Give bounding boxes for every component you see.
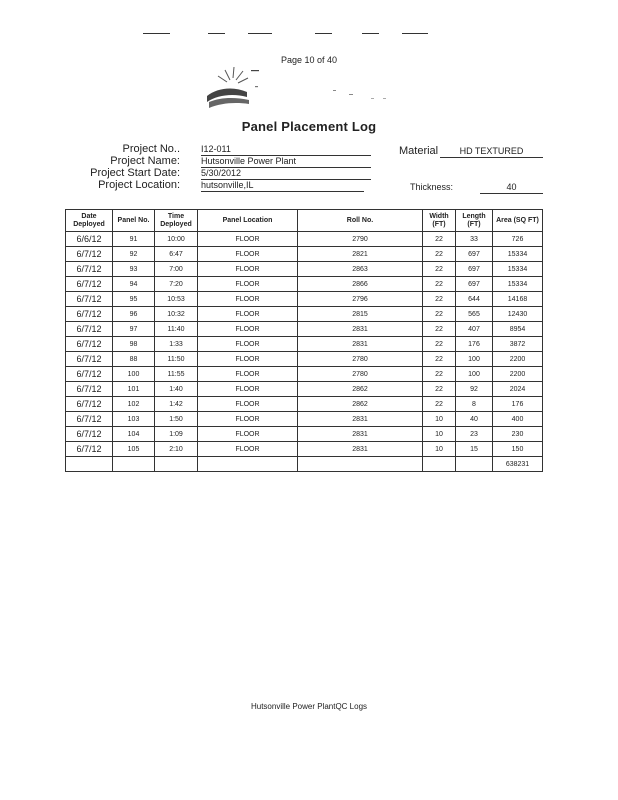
cell-time: 11:40 xyxy=(155,322,198,337)
cell-roll-no: 2831 xyxy=(298,322,423,337)
project-name-label: Project Name: xyxy=(110,155,180,167)
table-row xyxy=(66,337,543,352)
cell-panel-no: 91 xyxy=(113,232,155,247)
cell-location: FLOOR xyxy=(198,382,298,397)
cell-length: 407 xyxy=(456,322,493,337)
total-area: 638231 xyxy=(493,457,543,472)
cell-width: 22 xyxy=(423,232,456,247)
cell-panel-no: 96 xyxy=(113,307,155,322)
page-number: Page 10 of 40 xyxy=(280,55,338,65)
empty-cell xyxy=(66,457,113,472)
cell-panel-no: 93 xyxy=(113,262,155,277)
page-footer: Hutsonville Power PlantQC Logs xyxy=(250,702,368,711)
cell-width: 22 xyxy=(423,292,456,307)
empty-cell xyxy=(113,457,155,472)
cell-date: 6/7/12 xyxy=(66,412,113,427)
cell-panel-no: 104 xyxy=(113,427,155,442)
cell-date: 6/7/12 xyxy=(66,367,113,382)
cell-length: 100 xyxy=(456,352,493,367)
cell-width: 22 xyxy=(423,322,456,337)
cell-width: 10 xyxy=(423,427,456,442)
cell-location: FLOOR xyxy=(198,292,298,307)
cell-width: 10 xyxy=(423,412,456,427)
cell-date: 6/7/12 xyxy=(66,292,113,307)
cell-panel-no: 92 xyxy=(113,247,155,262)
cell-width: 22 xyxy=(423,397,456,412)
table-row xyxy=(66,352,543,367)
cell-area: 15334 xyxy=(493,247,543,262)
project-location-label: Project Location: xyxy=(98,179,180,191)
cell-roll-no: 2831 xyxy=(298,337,423,352)
col-length: Length (FT) xyxy=(456,210,493,232)
cell-area: 14168 xyxy=(493,292,543,307)
cell-location: FLOOR xyxy=(198,412,298,427)
table-row xyxy=(66,232,543,247)
cell-location: FLOOR xyxy=(198,337,298,352)
col-area: Area (SQ FT) xyxy=(493,210,543,232)
cell-location: FLOOR xyxy=(198,427,298,442)
cell-panel-no: 105 xyxy=(113,442,155,457)
cell-length: 92 xyxy=(456,382,493,397)
table-row xyxy=(66,247,543,262)
cell-time: 7:20 xyxy=(155,277,198,292)
cell-area: 2200 xyxy=(493,352,543,367)
cell-panel-no: 88 xyxy=(113,352,155,367)
cell-roll-no: 2815 xyxy=(298,307,423,322)
cell-time: 11:50 xyxy=(155,352,198,367)
cell-time: 2:10 xyxy=(155,442,198,457)
cell-date: 6/7/12 xyxy=(66,397,113,412)
thickness-label: Thickness: xyxy=(410,182,454,192)
cell-area: 15334 xyxy=(493,262,543,277)
cell-length: 15 xyxy=(456,442,493,457)
cell-width: 22 xyxy=(423,352,456,367)
cell-location: FLOOR xyxy=(198,367,298,382)
cell-time: 6:47 xyxy=(155,247,198,262)
cell-width: 22 xyxy=(423,382,456,397)
project-name-value: Hutsonville Power Plant xyxy=(201,156,371,168)
cell-location: FLOOR xyxy=(198,247,298,262)
cell-date: 6/7/12 xyxy=(66,427,113,442)
cell-time: 10:53 xyxy=(155,292,198,307)
cell-roll-no: 2863 xyxy=(298,262,423,277)
table-row xyxy=(66,367,543,382)
cell-width: 22 xyxy=(423,277,456,292)
cell-date: 6/7/12 xyxy=(66,262,113,277)
cell-roll-no: 2780 xyxy=(298,352,423,367)
cell-area: 230 xyxy=(493,427,543,442)
cell-panel-no: 101 xyxy=(113,382,155,397)
cell-location: FLOOR xyxy=(198,397,298,412)
cell-time: 7:00 xyxy=(155,262,198,277)
table-header-row xyxy=(66,210,543,232)
cell-roll-no: 2796 xyxy=(298,292,423,307)
cell-width: 22 xyxy=(423,247,456,262)
col-roll-no: Roll No. xyxy=(298,210,423,232)
cell-location: FLOOR xyxy=(198,262,298,277)
cell-roll-no: 2866 xyxy=(298,277,423,292)
cell-roll-no: 2862 xyxy=(298,382,423,397)
company-logo-icon xyxy=(203,66,403,110)
header-rule xyxy=(315,33,332,34)
cell-time: 1:09 xyxy=(155,427,198,442)
header-rule xyxy=(248,33,272,34)
cell-length: 697 xyxy=(456,277,493,292)
empty-cell xyxy=(155,457,198,472)
col-width: Width (FT) xyxy=(423,210,456,232)
table-row xyxy=(66,277,543,292)
thickness-value: 40 xyxy=(480,182,543,194)
cell-width: 22 xyxy=(423,262,456,277)
table-row xyxy=(66,262,543,277)
cell-roll-no: 2862 xyxy=(298,397,423,412)
table-total-row xyxy=(66,457,543,472)
table-row xyxy=(66,397,543,412)
cell-panel-no: 95 xyxy=(113,292,155,307)
cell-roll-no: 2780 xyxy=(298,367,423,382)
cell-length: 697 xyxy=(456,262,493,277)
cell-area: 150 xyxy=(493,442,543,457)
header-rule xyxy=(402,33,428,34)
cell-panel-no: 94 xyxy=(113,277,155,292)
cell-date: 6/7/12 xyxy=(66,307,113,322)
cell-length: 33 xyxy=(456,232,493,247)
cell-time: 1:33 xyxy=(155,337,198,352)
empty-cell xyxy=(298,457,423,472)
header-rule xyxy=(208,33,225,34)
cell-time: 10:00 xyxy=(155,232,198,247)
table-row xyxy=(66,412,543,427)
cell-length: 40 xyxy=(456,412,493,427)
cell-date: 6/7/12 xyxy=(66,277,113,292)
cell-panel-no: 100 xyxy=(113,367,155,382)
cell-width: 22 xyxy=(423,337,456,352)
cell-location: FLOOR xyxy=(198,232,298,247)
cell-location: FLOOR xyxy=(198,322,298,337)
empty-cell xyxy=(198,457,298,472)
cell-width: 10 xyxy=(423,442,456,457)
cell-area: 8954 xyxy=(493,322,543,337)
cell-length: 176 xyxy=(456,337,493,352)
project-no-value: I12-011 xyxy=(201,144,371,156)
cell-panel-no: 103 xyxy=(113,412,155,427)
cell-area: 176 xyxy=(493,397,543,412)
empty-cell xyxy=(423,457,456,472)
table-row xyxy=(66,322,543,337)
cell-time: 11:55 xyxy=(155,367,198,382)
cell-date: 6/7/12 xyxy=(66,382,113,397)
table-row xyxy=(66,427,543,442)
cell-time: 10:32 xyxy=(155,307,198,322)
cell-area: 2024 xyxy=(493,382,543,397)
cell-time: 1:40 xyxy=(155,382,198,397)
cell-date: 6/7/12 xyxy=(66,247,113,262)
page-title: Panel Placement Log xyxy=(241,119,377,134)
cell-panel-no: 102 xyxy=(113,397,155,412)
cell-roll-no: 2831 xyxy=(298,427,423,442)
panel-placement-table xyxy=(65,209,543,472)
cell-roll-no: 2831 xyxy=(298,412,423,427)
project-start-date-label: Project Start Date: xyxy=(90,167,180,179)
cell-location: FLOOR xyxy=(198,352,298,367)
cell-length: 100 xyxy=(456,367,493,382)
table-row xyxy=(66,307,543,322)
material-value: HD TEXTURED xyxy=(440,146,543,158)
cell-area: 726 xyxy=(493,232,543,247)
cell-location: FLOOR xyxy=(198,442,298,457)
cell-time: 1:50 xyxy=(155,412,198,427)
table-row xyxy=(66,292,543,307)
cell-location: FLOOR xyxy=(198,277,298,292)
cell-date: 6/7/12 xyxy=(66,352,113,367)
col-panel-no: Panel No. xyxy=(113,210,155,232)
col-date-deployed: Date Deployed xyxy=(66,210,113,232)
cell-length: 23 xyxy=(456,427,493,442)
cell-date: 6/6/12 xyxy=(66,232,113,247)
cell-date: 6/7/12 xyxy=(66,337,113,352)
cell-roll-no: 2790 xyxy=(298,232,423,247)
cell-roll-no: 2831 xyxy=(298,442,423,457)
cell-length: 8 xyxy=(456,397,493,412)
header-rule xyxy=(143,33,170,34)
cell-roll-no: 2821 xyxy=(298,247,423,262)
table-row xyxy=(66,442,543,457)
cell-length: 697 xyxy=(456,247,493,262)
project-start-date-value: 5/30/2012 xyxy=(201,168,371,180)
col-time-deployed: Time Deployed xyxy=(155,210,198,232)
cell-area: 12430 xyxy=(493,307,543,322)
project-no-label: Project No.. xyxy=(122,143,180,155)
cell-date: 6/7/12 xyxy=(66,322,113,337)
header-rule xyxy=(362,33,379,34)
cell-area: 400 xyxy=(493,412,543,427)
cell-area: 2200 xyxy=(493,367,543,382)
material-label: Material xyxy=(399,145,439,157)
col-panel-location: Panel Location xyxy=(198,210,298,232)
project-location-value: hutsonville,IL xyxy=(201,180,364,192)
cell-length: 565 xyxy=(456,307,493,322)
cell-length: 644 xyxy=(456,292,493,307)
cell-date: 6/7/12 xyxy=(66,442,113,457)
cell-area: 3872 xyxy=(493,337,543,352)
cell-location: FLOOR xyxy=(198,307,298,322)
cell-panel-no: 97 xyxy=(113,322,155,337)
cell-area: 15334 xyxy=(493,277,543,292)
empty-cell xyxy=(456,457,493,472)
cell-panel-no: 98 xyxy=(113,337,155,352)
cell-width: 22 xyxy=(423,307,456,322)
table-row xyxy=(66,382,543,397)
cell-time: 1:42 xyxy=(155,397,198,412)
cell-width: 22 xyxy=(423,367,456,382)
